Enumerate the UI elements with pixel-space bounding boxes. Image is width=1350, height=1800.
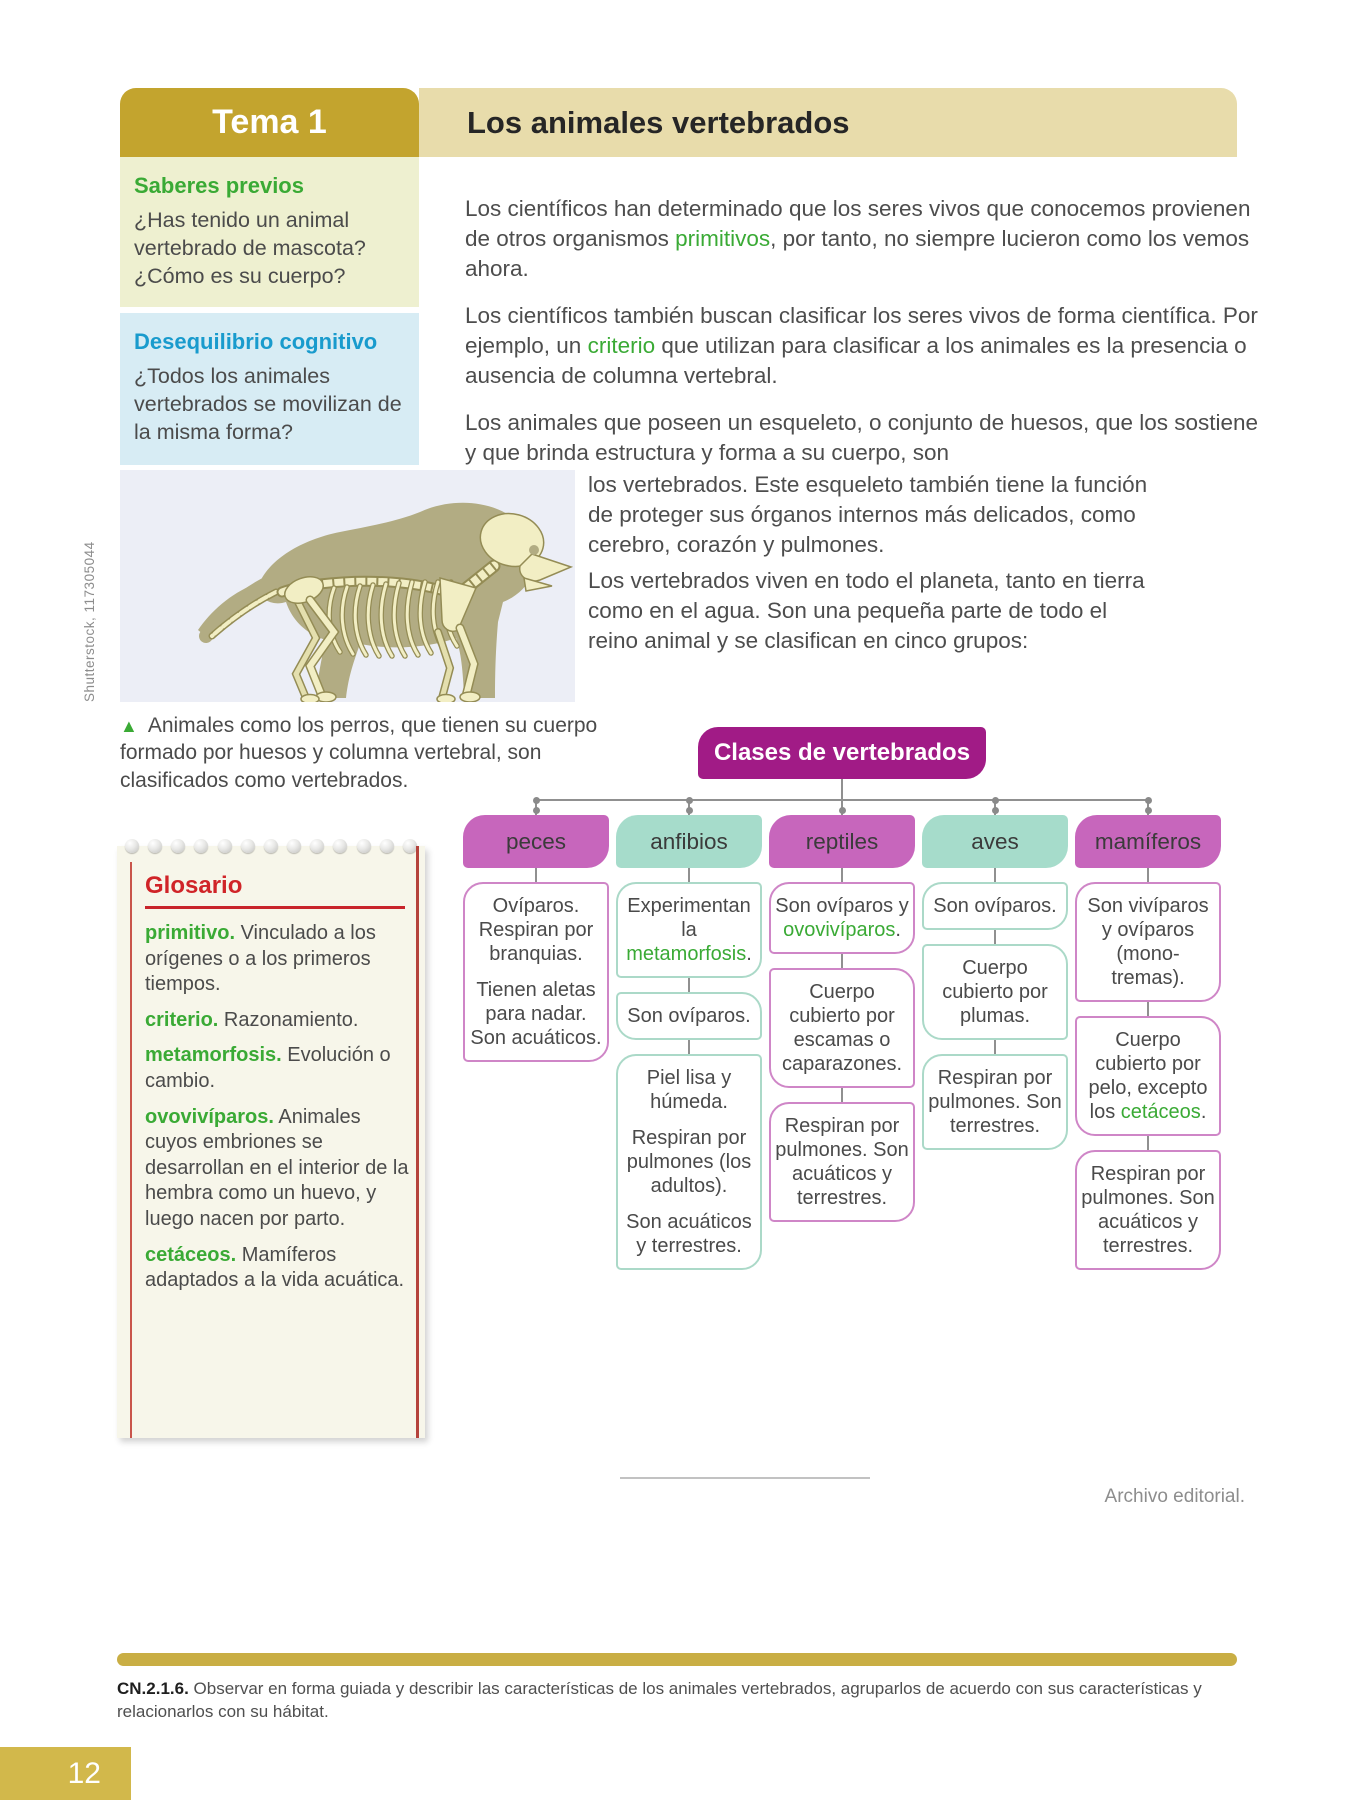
- glossary-entry: [145, 1105, 409, 1233]
- characteristic-text: [928, 956, 1062, 1028]
- connector-line: [841, 1088, 843, 1102]
- characteristic-text: [775, 1114, 909, 1210]
- text-run: Son ovíparos.: [627, 1005, 751, 1027]
- curriculum-standard: [117, 1678, 1237, 1724]
- glossary-right-rule: [416, 846, 419, 1438]
- text-run: Los animales que poseen un esqueleto, o conjunto de huesos, que los sostiene y que brinda estructura y forma a su cuerpo, son: [465, 410, 1259, 465]
- connector-line: [994, 868, 996, 882]
- paragraph-3: [465, 408, 1265, 468]
- junction-dot: [839, 807, 846, 814]
- characteristic-box: [1075, 1016, 1221, 1136]
- class-column-anfibios: [616, 815, 762, 1270]
- connector-line: [841, 954, 843, 968]
- text-run: los vertebrados. Este esqueleto también tiene la función de proteger sus órganos internos más delicados, como cerebro, corazón y pulmones.: [588, 472, 1148, 557]
- characteristic-box: [1075, 1150, 1221, 1270]
- class-header: peces: [463, 815, 609, 868]
- class-column-reptiles: [769, 815, 915, 1222]
- connector-line: [1147, 868, 1149, 882]
- spiral-dot: [333, 839, 347, 853]
- class-column-aves: [922, 815, 1068, 1150]
- text-run: Cuerpo cubierto por pelo, excepto los: [1088, 1029, 1208, 1123]
- text-run: Los vertebrados viven en todo el planeta, tanto en tierra como en el agua. Son una pequeña parte de todo el reino animal y se clasifican en cinco grupos:: [588, 568, 1145, 653]
- junction-dot: [992, 797, 999, 804]
- page-number-tab: [0, 1747, 131, 1800]
- connector-line: [535, 868, 537, 882]
- highlighted-term: cetáceos: [1120, 1101, 1201, 1123]
- characteristic-text: [1081, 1028, 1215, 1124]
- glossary-term: primitivo.: [145, 922, 236, 944]
- glossary-term: criterio.: [145, 1008, 219, 1031]
- junction-dot: [686, 797, 693, 804]
- paragraph-2: [465, 301, 1265, 391]
- glossary-definition: Mamíferos adaptados a la vida acuática.: [145, 1243, 405, 1292]
- characteristic-box: [922, 944, 1068, 1040]
- characteristic-text: [622, 1004, 756, 1028]
- connector-line: [1147, 1136, 1149, 1150]
- text-run: Tienen aletas para nadar. Son acuáticos.: [470, 979, 602, 1049]
- text-run: Respiran por pulmones. Son acuáticos y terrestres.: [775, 1115, 909, 1209]
- characteristic-text: [1081, 894, 1215, 990]
- characteristic-box: [463, 882, 609, 1062]
- junction-dot: [686, 807, 693, 814]
- characteristic-box: [616, 882, 762, 978]
- characteristic-text: [469, 894, 603, 966]
- class-header: mamíferos: [1075, 815, 1221, 868]
- glossary-definition: Evolución o cambio.: [145, 1044, 391, 1092]
- glossary-entry: [145, 1008, 409, 1034]
- saberes-previos-box: [120, 157, 419, 307]
- characteristic-text: [928, 894, 1062, 918]
- desequilibrio-heading: Desequilibrio cognitivo: [134, 329, 378, 354]
- spiral-dot: [380, 839, 394, 853]
- text-run: Respiran por pulmones. Son terrestres.: [928, 1067, 1062, 1137]
- text-run: que utilizan para clasificar a los animales es la presencia o ausencia de columna vertebral.: [465, 332, 1247, 388]
- saberes-text: ¿Has tenido un animal vertebrado de mascota? ¿Cómo es su cuerpo?: [134, 208, 366, 288]
- tema-label: Tema 1: [120, 88, 419, 157]
- text-run: Son ovíparos y: [775, 895, 909, 917]
- spiral-dot: [264, 839, 278, 853]
- connector-line: [1147, 1002, 1149, 1016]
- spiral-dot: [125, 839, 139, 853]
- text-run: .: [1200, 1101, 1207, 1123]
- junction-dot: [992, 807, 999, 814]
- paragraph-1: [465, 194, 1265, 284]
- caption-marker-icon: ▲: [120, 716, 138, 736]
- desequilibrio-text: ¿Todos los animales vertebrados se movilizan de la misma forma?: [134, 364, 402, 444]
- text-run: Cuerpo cubierto por plumas.: [942, 957, 1048, 1027]
- vertebrate-classes-chart: [463, 815, 1221, 1270]
- characteristic-text: [775, 980, 909, 1076]
- glossary-term: ovovivíparos.: [145, 1105, 274, 1128]
- glossary-definition: Razonamiento.: [218, 1008, 359, 1031]
- characteristic-text: [622, 1210, 756, 1258]
- glossary-term: cetáceos.: [145, 1243, 237, 1266]
- junction-dot: [533, 807, 540, 814]
- desequilibrio-box: [120, 313, 419, 465]
- figure-caption-text: Animales como los perros, que tienen su cuerpo formado por huesos y columna vertebral, son clasificados como vertebrados.: [120, 714, 598, 792]
- characteristic-box: [616, 992, 762, 1040]
- spiral-dot: [241, 839, 255, 853]
- chart-root-node: Clases de vertebrados: [698, 727, 986, 779]
- standard-code: CN.2.1.6.: [117, 1679, 189, 1698]
- class-header: reptiles: [769, 815, 915, 868]
- connector-line: [994, 1040, 996, 1054]
- paragraph-4: [588, 566, 1163, 656]
- spiral-dot: [357, 839, 371, 853]
- dog-skeleton-illustration: [120, 470, 575, 702]
- class-column-peces: [463, 815, 609, 1062]
- characteristic-box: [922, 882, 1068, 930]
- junction-dot: [1145, 807, 1152, 814]
- characteristic-text: [1081, 1162, 1215, 1258]
- glossary-definition: Animales cuyos embriones se desarrollan en el interior de la hembra como un huevo, y luego nacen por parto.: [145, 1105, 409, 1230]
- text-run: Respiran por pulmones. Son acuáticos y terrestres.: [1081, 1163, 1215, 1257]
- text-run: Piel lisa y húmeda.: [646, 1067, 732, 1113]
- glossary-card: [117, 846, 425, 1438]
- text-run: , por tanto, no siempre lucieron como los vemos ahora.: [465, 225, 1250, 281]
- highlighted-term: metamorfosis: [626, 943, 747, 965]
- class-column-mamiferos: [1075, 815, 1221, 1270]
- archivo-credit: Archivo editorial.: [1104, 1486, 1245, 1507]
- characteristic-text: [928, 1066, 1062, 1138]
- characteristic-box: [922, 1054, 1068, 1150]
- text-run: Son ovíparos.: [933, 895, 1057, 917]
- characteristic-box: [769, 968, 915, 1088]
- connector-line: [688, 1040, 690, 1054]
- connector-line: [688, 978, 690, 992]
- glossary-entry: [145, 1043, 409, 1094]
- text-run: Ovíparos. Respiran por branquias.: [478, 895, 594, 965]
- spiral-dot: [148, 839, 162, 853]
- glossary-definition: Vinculado a los orígenes o a los primeros tiempos.: [145, 922, 376, 996]
- junction-dot: [533, 797, 540, 804]
- class-header: aves: [922, 815, 1068, 868]
- bottom-separator-line: [620, 1477, 870, 1479]
- glossary-entry: [145, 921, 409, 998]
- glossary-entries: [145, 921, 409, 1294]
- photo-credit: Shutterstock, 117305044: [82, 541, 97, 702]
- characteristic-text: [469, 978, 603, 1050]
- characteristic-box: [769, 1102, 915, 1222]
- spiral-dot: [218, 839, 232, 853]
- spiral-dot: [171, 839, 185, 853]
- connector-line: [688, 868, 690, 882]
- characteristic-box: [616, 1054, 762, 1270]
- glossary-entry: [145, 1243, 409, 1294]
- text-run: Son acuáticos y terrestres.: [626, 1211, 752, 1257]
- dog-skeleton-figure: [120, 470, 575, 702]
- characteristic-text: [622, 1126, 756, 1198]
- highlighted-term: ovovivíparos: [783, 919, 896, 941]
- text-run: .: [895, 919, 901, 941]
- text-run: Experimentan la: [627, 895, 751, 941]
- page-number: 12: [67, 1756, 101, 1790]
- spiral-dot: [403, 839, 417, 853]
- glossary-term: metamorfosis.: [145, 1044, 282, 1067]
- characteristic-text: [775, 894, 909, 942]
- characteristic-text: [622, 894, 756, 966]
- spiral-binding-dots: [125, 839, 417, 853]
- highlighted-term: criterio: [587, 332, 656, 358]
- text-run: Los científicos también buscan clasificar los seres vivos de forma científica. Por ejemplo, un: [465, 303, 1258, 358]
- highlighted-term: primitivos: [675, 225, 771, 251]
- text-run: Respiran por pulmones (los adultos).: [626, 1127, 752, 1197]
- text-run: Los científicos han determinado que los seres vivos que conocemos provienen de otros organismos: [465, 196, 1251, 251]
- paragraph-3-continued: [588, 470, 1163, 560]
- characteristic-text: [622, 1066, 756, 1114]
- text-run: .: [746, 943, 752, 965]
- junction-dot: [1145, 797, 1152, 804]
- characteristic-box: [769, 882, 915, 954]
- class-header: anfibios: [616, 815, 762, 868]
- glossary-left-rule: [130, 862, 132, 1438]
- spiral-dot: [287, 839, 301, 853]
- page-title: Los animales vertebrados: [419, 88, 1237, 157]
- standard-text: Observar en forma guiada y describir las características de los animales vertebrados, agruparlos de acuerdo con sus características y relacionarlos con su hábitat.: [117, 1679, 1202, 1721]
- glossary-heading: Glosario: [145, 872, 405, 909]
- connector-line: [994, 930, 996, 944]
- spiral-dot: [310, 839, 324, 853]
- spiral-dot: [194, 839, 208, 853]
- footer-gold-bar: [117, 1653, 1237, 1666]
- connector-stem: [841, 779, 843, 800]
- characteristic-box: [1075, 882, 1221, 1002]
- text-run: Cuerpo cubierto por escamas o caparazones.: [781, 981, 903, 1075]
- saberes-heading: Saberes previos: [134, 173, 304, 198]
- connector-line: [841, 868, 843, 882]
- figure-caption: [120, 712, 620, 794]
- text-run: Son vivíparos y ovíparos (mono-tremas).: [1087, 895, 1209, 989]
